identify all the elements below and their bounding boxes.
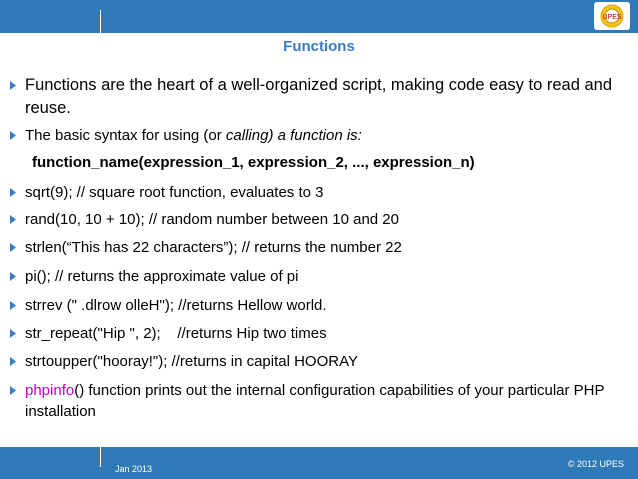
bullet-text: () function prints out the internal configuration capabilities of your particular PHP installation [25,382,605,420]
bullet-text: sqrt(9); // square root function, evaluates to 3 [25,184,324,201]
bullet-arrow-icon [10,81,16,90]
header-divider [100,10,101,33]
syntax-code-line: function_name(expression_1, expression_2, ..., expression_n) [32,154,475,171]
bullet-arrow-icon [10,272,16,281]
bullet-text: Functions are the heart of a well-organized script, making code easy to read and reuse. [25,76,612,117]
bullet-text-italic: calling) a function is: [225,127,362,144]
bullet-text: strrev (" .dlrow olleH"); //returns Hellow world. [25,297,327,314]
slide-title: Functions [283,38,355,55]
bullet-arrow-icon [10,215,16,224]
bullet-arrow-icon [10,386,16,395]
bullet-arrow-icon [10,188,16,197]
footer-bar [0,447,638,479]
bullet-text: rand(10, 10 + 10); // random number between 10 and 20 [25,211,399,228]
bullet-arrow-icon [10,357,16,366]
bullet-arrow-icon [10,301,16,310]
upes-logo [594,2,630,30]
bullet-text: strtoupper("hooray!"); //returns in capital HOORAY [25,353,358,370]
logo-text: UPES [602,14,622,21]
bullet-text: strlen(“This has 22 characters”); // returns the number 22 [25,239,402,256]
footer-divider [100,447,101,467]
bullet-arrow-icon [10,131,16,140]
bullet-arrow-icon [10,243,16,252]
bullet-text: str_repeat("Hip ", 2); //returns Hip two times [25,325,327,342]
footer-copyright: © 2012 UPES [567,459,624,469]
bullet-text: The basic syntax for using (or [25,127,226,144]
bullet-text: pi(); // returns the approximate value of pi [25,268,299,285]
footer-date: Jan 2013 [115,464,153,474]
bullet-arrow-icon [10,329,16,338]
phpinfo-link[interactable]: phpinfo [25,382,75,399]
header-bar [0,0,638,33]
